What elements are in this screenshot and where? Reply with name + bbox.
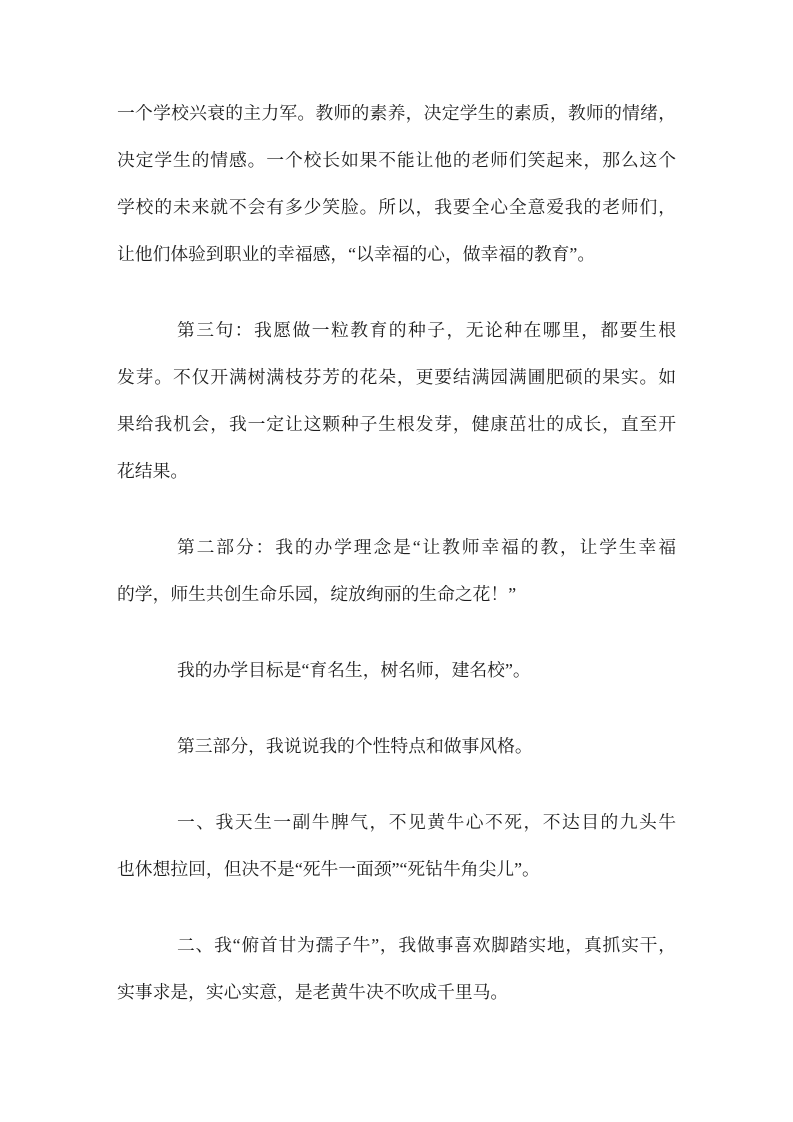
- text-line: 果给我机会，我一定让这颗种子生根发芽，健康茁壮的成长，直至开: [117, 414, 676, 434]
- paragraph: [117, 799, 676, 893]
- text-line: 学校的未来就不会有多少笑脸。所以，我要全心全意爱我的老师们，: [117, 197, 676, 217]
- paragraph: [117, 647, 676, 694]
- text-line: 决定学生的情感。一个校长如果不能让他的老师们笑起来，那么这个: [117, 150, 676, 170]
- text-line: 让他们体验到职业的幸福感，“以幸福的心，做幸福的教育”。: [117, 244, 596, 264]
- document-text: [117, 90, 676, 1016]
- text-line: 花结果。: [117, 461, 189, 481]
- text-line: 二、我“俯首甘为孺子牛”，我做事喜欢脚踏实地，真抓实干，: [177, 935, 676, 955]
- text-line: 一个学校兴衰的主力军。教师的素养，决定学生的素质，教师的情绪，: [117, 103, 676, 123]
- paragraph: [117, 307, 676, 495]
- text-line: 实事求是，实心实意，是老黄牛决不吹成千里马。: [117, 982, 509, 1002]
- paragraph: [117, 524, 676, 618]
- text-line: 发芽。不仅开满树满枝芬芳的花朵，更要结满园满圃肥硕的果实。如: [117, 367, 676, 387]
- text-line: 的学，师生共创生命乐园，绽放绚丽的生命之花！”: [117, 584, 517, 604]
- text-line: 第二部分：我的办学理念是“让教师幸福的教，让学生幸福: [177, 537, 676, 557]
- text-line: 第三部分，我说说我的个性特点和做事风格。: [177, 736, 533, 756]
- paragraph: [117, 90, 676, 278]
- text-line: 第三句：我愿做一粒教育的种子，无论种在哪里，都要生根: [177, 320, 676, 340]
- text-line: 我的办学目标是“育名生，树名师，建名校”。: [177, 660, 531, 680]
- paragraph: [117, 922, 676, 1016]
- paragraph: [117, 723, 676, 770]
- text-line: 也休想拉回，但决不是“死牛一面颈”“死钻牛角尖儿”。: [117, 859, 540, 879]
- text-line: 一、我天生一副牛脾气，不见黄牛心不死，不达目的九头牛: [177, 812, 676, 832]
